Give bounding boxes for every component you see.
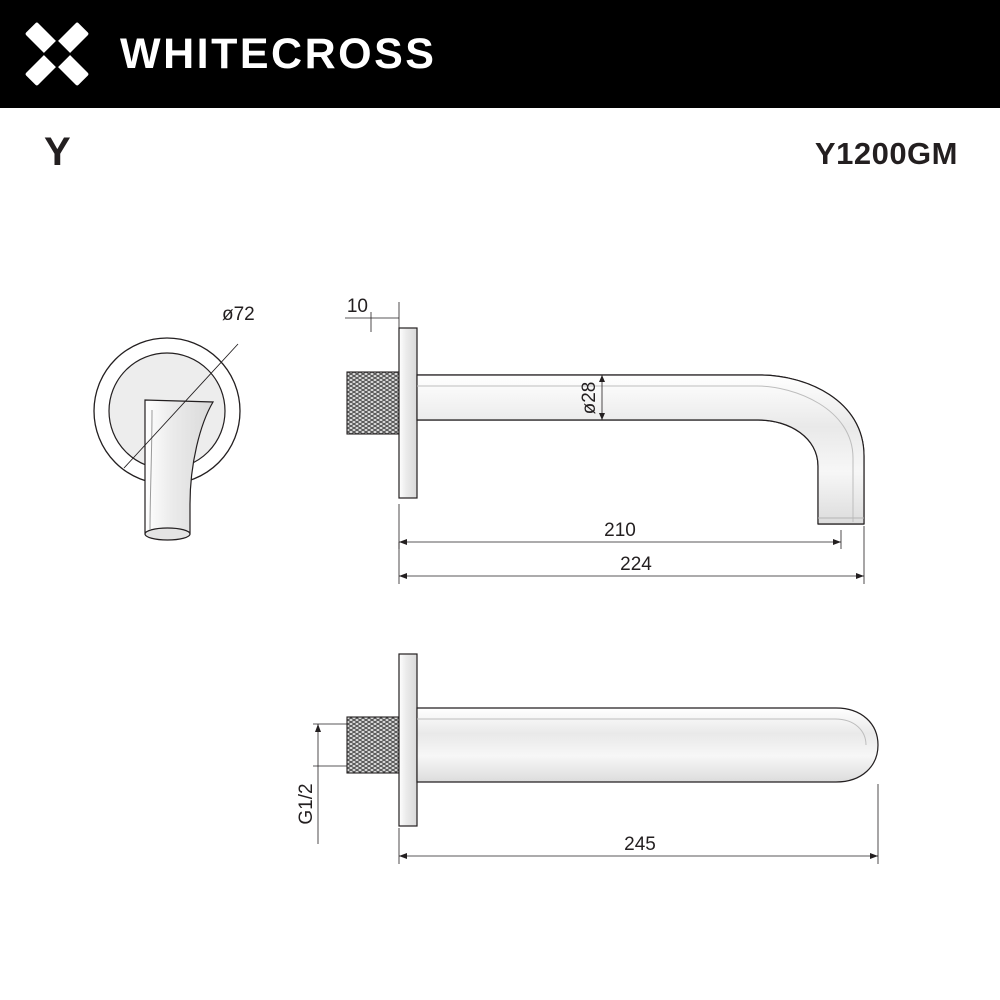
brand-name: WHITECROSS	[120, 29, 437, 78]
drawing-svg	[0, 204, 1000, 1000]
title-row	[0, 108, 1000, 204]
model-code: Y1200GM	[814, 136, 958, 171]
side-view-bottom	[296, 654, 878, 864]
dim-projection-210: 210	[604, 520, 636, 541]
front-view	[94, 304, 255, 540]
dim-thread-size: G1/2	[296, 783, 317, 825]
dim-flange-diameter: ø72	[222, 304, 255, 325]
dim-flange-thickness: 10	[346, 296, 368, 317]
series-label: Y	[44, 130, 71, 174]
dim-projection-224: 224	[620, 554, 652, 575]
dim-spout-diameter: ø28	[579, 381, 600, 415]
dim-plan-length-245: 245	[624, 834, 656, 855]
whitecross-x-logo-icon	[26, 23, 88, 85]
header-band	[0, 0, 1000, 108]
side-view-top	[345, 296, 865, 584]
technical-drawing	[0, 204, 1000, 1000]
